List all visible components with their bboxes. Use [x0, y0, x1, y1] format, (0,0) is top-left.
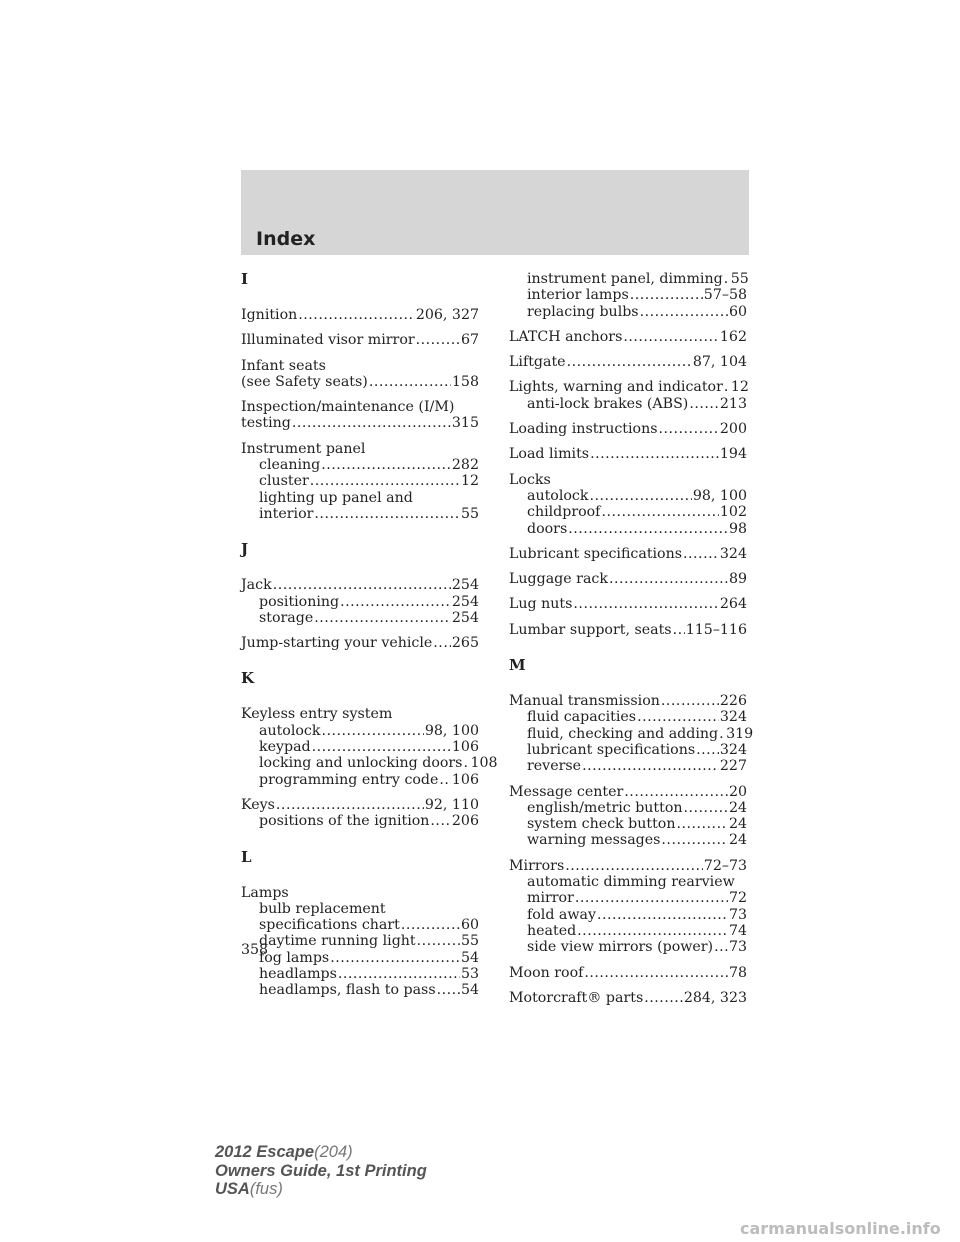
- index-entry-line: [509, 329, 747, 345]
- entry-term: lubricant specifications: [527, 741, 696, 758]
- index-entry-line: [241, 885, 479, 901]
- index-entry: [509, 858, 747, 956]
- dot-leader: [439, 772, 450, 788]
- entry-page-ref: 54: [460, 949, 479, 966]
- index-entry: [241, 441, 479, 522]
- entry-page-ref: 73: [728, 939, 747, 956]
- dot-leader: [276, 797, 424, 813]
- dot-leader: [597, 907, 728, 923]
- entry-page-ref: 74: [728, 922, 747, 939]
- entry-term: mirror: [527, 890, 574, 907]
- entry-term: Lights, warning and indicator: [509, 379, 723, 396]
- dot-leader: [310, 473, 460, 489]
- dot-leader: [590, 446, 719, 462]
- dot-leader: [369, 374, 451, 390]
- entry-term: Jump-starting your vehicle: [241, 635, 433, 652]
- entry-page-ref: 319: [726, 725, 754, 742]
- dot-leader: [567, 354, 692, 370]
- entry-page-ref: 106: [451, 739, 479, 756]
- index-entry-line: [509, 596, 747, 612]
- entry-page-ref: 72: [728, 890, 747, 907]
- index-entry: [509, 546, 747, 562]
- entry-page-ref: 98: [728, 520, 747, 537]
- index-entry: [241, 635, 479, 651]
- entry-term: Message center: [509, 783, 624, 800]
- index-subentry-line: [509, 287, 747, 303]
- entry-page-ref: 254: [451, 593, 479, 610]
- index-letter-heading: L: [241, 847, 252, 866]
- index-entry-line: [509, 546, 747, 562]
- index-entry-line: [241, 332, 479, 348]
- index-subentry-line: [241, 490, 479, 506]
- entry-page-ref: 98, 100: [424, 722, 479, 739]
- dot-leader: [298, 307, 415, 323]
- index-entry: [509, 379, 747, 412]
- index-entry: [241, 332, 479, 348]
- entry-page-ref: 115–116: [685, 621, 747, 638]
- index-subentry-line: [241, 473, 479, 489]
- entry-term: headlamps, flash to pass: [259, 982, 436, 999]
- entry-term: cleaning: [259, 457, 321, 474]
- index-entry: [509, 965, 747, 981]
- dot-leader: [724, 379, 730, 395]
- footer-model: 2012 Escape: [215, 1143, 315, 1161]
- dot-leader: [314, 506, 460, 522]
- entry-page-ref: 72–73: [703, 857, 747, 874]
- entry-term: fold away: [527, 906, 596, 923]
- index-subentry-line: [509, 742, 747, 758]
- index-entry-line: [509, 858, 747, 874]
- index-subentry-line: [509, 709, 747, 725]
- entry-page-ref: 55: [460, 933, 479, 950]
- entry-term: warning messages: [527, 832, 661, 849]
- footer-imprint: [215, 1143, 427, 1199]
- dot-leader: [644, 990, 683, 1006]
- dot-leader: [582, 758, 719, 774]
- entry-term: Instrument panel: [241, 440, 366, 457]
- index-entry-line: [509, 571, 747, 587]
- footer-region-code: (fus): [249, 1180, 283, 1198]
- entry-term: (see Safety seats): [241, 373, 368, 390]
- entry-page-ref: 265: [451, 635, 479, 652]
- index-subentry-line: [509, 304, 747, 320]
- index-subentry-line: [241, 982, 479, 998]
- entry-term: daytime running light: [259, 933, 416, 950]
- entry-page-ref: 226: [719, 693, 747, 710]
- index-entry: [509, 571, 747, 587]
- dot-leader: [696, 742, 719, 758]
- index-entry: [241, 358, 479, 391]
- index-subentry-line: [241, 772, 479, 788]
- index-entry: [241, 399, 479, 432]
- dot-leader: [684, 800, 728, 816]
- entry-page-ref: 282: [451, 457, 479, 474]
- entry-term: heated: [527, 922, 577, 939]
- header-band: [241, 170, 749, 255]
- index-subentry-line: [241, 813, 479, 829]
- entry-page-ref: 57–58: [703, 287, 747, 304]
- index-subentry-line: [241, 966, 479, 982]
- entry-term: Lug nuts: [509, 596, 573, 613]
- entry-page-ref: 102: [719, 504, 747, 521]
- index-entry-line: [509, 421, 747, 437]
- entry-term: Locks: [509, 471, 551, 488]
- index-subentry-line: [509, 832, 747, 848]
- entry-term: Luggage rack: [509, 571, 608, 588]
- entry-page-ref: 54: [460, 982, 479, 999]
- page-number: 358: [241, 942, 269, 958]
- index-subentry-line: [509, 396, 747, 412]
- dot-leader: [273, 577, 451, 593]
- entry-term: Keys: [241, 796, 275, 813]
- dot-leader: [661, 832, 728, 848]
- index-subentry-line: [241, 594, 479, 610]
- index-entry: [241, 885, 479, 999]
- index-entry-line: [241, 415, 479, 431]
- index-entry: [509, 271, 747, 320]
- entry-term: Ignition: [241, 307, 298, 323]
- dot-leader: [577, 923, 728, 939]
- index-entry: [241, 307, 479, 323]
- dot-leader: [565, 858, 703, 874]
- entry-term: Illuminated visor mirror: [241, 332, 415, 349]
- dot-leader: [568, 521, 728, 537]
- index-column-left: [241, 270, 498, 999]
- dot-leader: [573, 596, 718, 612]
- dot-leader: [601, 504, 718, 520]
- entry-term: Load limits: [509, 446, 590, 463]
- entry-term: interior: [259, 505, 314, 522]
- index-subentry-line: [241, 723, 479, 739]
- index-entry-line: [509, 354, 747, 370]
- index-subentry-line: [241, 901, 479, 917]
- index-entry: [509, 354, 747, 370]
- index-letter-heading: M: [509, 656, 526, 675]
- entry-term: replacing bulbs: [527, 303, 639, 320]
- entry-term: instrument panel, dimming: [527, 271, 723, 287]
- index-entry-line: [241, 635, 479, 651]
- entry-page-ref: 162: [719, 328, 747, 345]
- dot-leader: [661, 693, 719, 709]
- dot-leader: [584, 965, 728, 981]
- index-entry-line: [509, 446, 747, 462]
- entry-page-ref: 324: [719, 709, 747, 726]
- index-entry: [509, 596, 747, 612]
- entry-term: Loading instructions: [509, 421, 658, 438]
- dot-leader: [463, 755, 469, 771]
- entry-page-ref: 324: [719, 741, 747, 758]
- entry-term: bulb replacement: [259, 900, 386, 917]
- entry-term: fog lamps: [259, 949, 330, 966]
- entry-page-ref: 324: [719, 545, 747, 562]
- entry-term: Liftgate: [509, 354, 566, 371]
- index-entry-line: [509, 472, 747, 488]
- footer-guide: Owners Guide, 1st Printing: [215, 1161, 427, 1180]
- dot-leader: [437, 982, 460, 998]
- entry-term: interior lamps: [527, 287, 629, 304]
- index-entry: [509, 329, 747, 345]
- dot-leader: [630, 287, 703, 303]
- entry-term: specifications chart: [259, 917, 400, 934]
- index-subentry-line: [509, 758, 747, 774]
- index-subentry-line: [241, 739, 479, 755]
- entry-term: Infant seats: [241, 357, 326, 374]
- index-entry-line: [241, 706, 479, 722]
- footer-model-code: (204): [314, 1143, 353, 1161]
- entry-term: Jack: [241, 577, 272, 594]
- dot-leader: [637, 709, 719, 725]
- dot-leader: [433, 635, 451, 651]
- entry-term: locking and unlocking doors: [259, 755, 463, 772]
- entry-page-ref: 24: [728, 799, 747, 816]
- entry-term: Inspection/maintenance (I/M): [241, 399, 455, 416]
- entry-page-ref: 89: [728, 571, 747, 588]
- watermark: carmanualsonline.info: [740, 1219, 941, 1238]
- index-entry-line: [509, 379, 747, 395]
- entry-term: reverse: [527, 758, 582, 775]
- entry-page-ref: 24: [728, 832, 747, 849]
- index-entry-line: [241, 399, 479, 415]
- dot-leader: [589, 488, 691, 504]
- entry-page-ref: 106: [451, 771, 479, 788]
- index-subentry-line: [241, 610, 479, 626]
- entry-page-ref: 206, 327: [415, 307, 479, 323]
- dot-leader: [609, 571, 728, 587]
- index-entry: [509, 990, 747, 1006]
- entry-page-ref: 87, 104: [692, 354, 747, 371]
- index-entry-line: [509, 693, 747, 709]
- entry-term: Moon roof: [509, 964, 584, 981]
- index-subentry-line: [241, 755, 498, 772]
- dot-leader: [724, 271, 730, 287]
- index-subentry-line: [241, 950, 479, 966]
- entry-term: testing: [241, 415, 291, 432]
- dot-leader: [401, 917, 460, 933]
- dot-leader: [676, 816, 727, 832]
- index-subentry-line: [509, 923, 747, 939]
- entry-term: automatic dimming rearview: [527, 874, 735, 891]
- entry-term: storage: [259, 609, 314, 626]
- index-entry-line: [509, 965, 747, 981]
- entry-page-ref: 108: [470, 755, 498, 772]
- dot-leader: [417, 933, 460, 949]
- entry-page-ref: 98, 100: [692, 487, 747, 504]
- index-entry-line: [241, 441, 479, 457]
- entry-page-ref: 53: [460, 966, 479, 983]
- index-letter-heading: I: [241, 270, 249, 288]
- entry-term: english/metric button: [527, 799, 683, 816]
- index-entry-line: [241, 374, 479, 390]
- entry-page-ref: 264: [719, 596, 747, 613]
- entry-term: doors: [527, 520, 568, 537]
- entry-page-ref: 227: [719, 758, 747, 775]
- entry-term: Manual transmission: [509, 693, 660, 710]
- entry-page-ref: 55: [460, 505, 479, 522]
- index-entry-line: [241, 307, 479, 323]
- entry-term: cluster: [259, 473, 309, 490]
- entry-term: fluid capacities: [527, 709, 637, 726]
- entry-term: autolock: [527, 487, 589, 504]
- index-subentry-line: [509, 800, 747, 816]
- dot-leader: [683, 546, 719, 562]
- dot-leader: [338, 966, 460, 982]
- index-subentry-line: [509, 874, 747, 890]
- entry-term: Keyless entry system: [241, 706, 393, 723]
- entry-page-ref: 254: [451, 577, 479, 594]
- index-entry: [241, 577, 479, 626]
- entry-page-ref: 315: [451, 415, 479, 432]
- entry-page-ref: 73: [728, 906, 747, 923]
- entry-page-ref: 20: [728, 783, 747, 800]
- dot-leader: [689, 396, 719, 412]
- dot-leader: [330, 950, 460, 966]
- entry-term: Mirrors: [509, 857, 565, 874]
- entry-page-ref: 78: [728, 964, 747, 981]
- index-entry: [509, 693, 754, 775]
- entry-page-ref: 200: [719, 421, 747, 438]
- index-entry-line: [509, 990, 747, 1006]
- dot-leader: [340, 594, 451, 610]
- dot-leader: [314, 610, 451, 626]
- index-entry: [509, 622, 747, 638]
- entry-term: fluid, checking and adding: [527, 725, 719, 742]
- entry-term: lighting up panel and: [259, 489, 413, 506]
- entry-page-ref: 92, 110: [424, 796, 479, 813]
- entry-term: headlamps: [259, 966, 337, 983]
- entry-page-ref: 24: [728, 816, 747, 833]
- dot-leader: [575, 890, 728, 906]
- entry-page-ref: 213: [719, 395, 747, 412]
- dot-leader: [714, 939, 728, 955]
- entry-page-ref: 158: [451, 373, 479, 390]
- entry-term: Motorcraft® parts: [509, 989, 644, 1006]
- dot-leader: [416, 332, 460, 348]
- dot-leader: [640, 304, 728, 320]
- dot-leader: [292, 415, 451, 431]
- entry-term: keypad: [259, 739, 311, 756]
- entry-page-ref: 12: [730, 379, 749, 396]
- index-subentry-line: [241, 506, 479, 522]
- dot-leader: [719, 726, 725, 742]
- index-entry: [509, 421, 747, 437]
- index-subentry-line: [509, 816, 747, 832]
- page-title: Index: [256, 228, 316, 250]
- index-entry-line: [509, 784, 747, 800]
- entry-term: childproof: [527, 504, 601, 521]
- index-entry: [241, 706, 498, 788]
- index-entry-line: [241, 797, 479, 813]
- index-subentry-line: [241, 933, 479, 949]
- index-subentry-line: [241, 917, 479, 933]
- dot-leader: [673, 622, 685, 638]
- index-entry-line: [241, 577, 479, 593]
- dot-leader: [430, 813, 450, 829]
- index-subentry-line: [509, 939, 747, 955]
- index-entry-line: [509, 622, 747, 638]
- entry-term: autolock: [259, 722, 321, 739]
- index-subentry-line: [509, 907, 747, 923]
- dot-leader: [312, 739, 451, 755]
- entry-page-ref: 284, 323: [683, 989, 747, 1006]
- index-subentry-line: [241, 457, 479, 473]
- dot-leader: [659, 421, 719, 437]
- index-subentry-line: [509, 271, 747, 287]
- entry-term: Lubricant specifications: [509, 545, 683, 562]
- entry-page-ref: 12: [460, 473, 479, 490]
- index-letter-heading: K: [241, 669, 255, 688]
- index-entry: [509, 784, 747, 849]
- entry-term: positioning: [259, 593, 340, 610]
- entry-term: LATCH anchors: [509, 328, 623, 345]
- entry-page-ref: 60: [728, 303, 747, 320]
- dot-leader: [624, 784, 728, 800]
- dot-leader: [321, 723, 423, 739]
- index-subentry-line: [509, 890, 747, 906]
- index-letter-heading: J: [241, 540, 249, 559]
- entry-term: anti-lock brakes (ABS): [527, 395, 689, 412]
- entry-term: Lamps: [241, 884, 289, 901]
- index-entry-line: [241, 358, 479, 374]
- dot-leader: [623, 329, 719, 345]
- index-column-right: [509, 271, 754, 1006]
- entry-page-ref: 206: [451, 813, 479, 830]
- index-entry: [509, 472, 747, 537]
- entry-term: side view mirrors (power): [527, 939, 714, 956]
- entry-page-ref: 60: [460, 917, 479, 934]
- index-entry: [241, 797, 479, 830]
- entry-term: system check button: [527, 816, 676, 833]
- entry-page-ref: 67: [460, 332, 479, 349]
- index-subentry-line: [509, 488, 747, 504]
- index-subentry-line: [509, 521, 747, 537]
- dot-leader: [321, 457, 451, 473]
- entry-term: positions of the ignition: [259, 813, 430, 830]
- entry-term: Lumbar support, seats: [509, 621, 672, 638]
- index-subentry-line: [509, 725, 754, 742]
- entry-page-ref: 254: [451, 609, 479, 626]
- entry-page-ref: 55: [730, 271, 749, 287]
- index-entry: [509, 446, 747, 462]
- entry-page-ref: 194: [719, 446, 747, 463]
- index-subentry-line: [509, 504, 747, 520]
- footer-region: USA: [215, 1180, 250, 1198]
- entry-term: programming entry code: [259, 771, 439, 788]
